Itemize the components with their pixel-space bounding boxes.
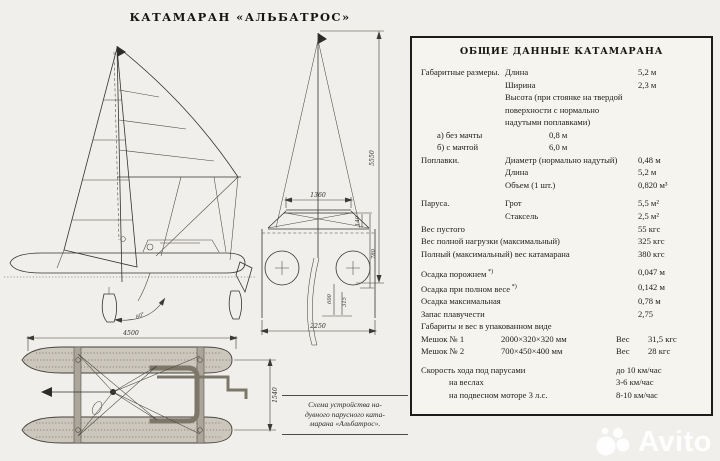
footnote-marker: *) (486, 268, 494, 276)
caption-line: марана «Альбатрос». (309, 419, 381, 429)
spec-table-title: ОБЩИЕ ДАННЫЕ КАТАМАРАНА (459, 46, 664, 57)
row-label: Скорость хода под парусами (421, 364, 526, 375)
row-value: 0,820 м³ (638, 179, 668, 190)
row-value: 380 кгс (638, 248, 665, 259)
row-value: 0,047 м (638, 267, 665, 278)
table-row (421, 320, 702, 333)
row-label: Поплавки. (421, 154, 460, 165)
spec-table (410, 36, 713, 416)
dim-600: 600 (327, 294, 333, 304)
table-rows (421, 66, 702, 401)
dim-780: 780 (371, 249, 377, 259)
table-row (421, 248, 702, 261)
table-row (421, 364, 702, 377)
row-label: Габариты и вес в упакованном виде (421, 321, 552, 332)
row-value: 2,3 м (638, 79, 657, 90)
row-value: 0,78 м (638, 296, 661, 307)
dim-315: 315 (342, 297, 348, 307)
row-label (421, 79, 505, 92)
front-view-drawing (262, 31, 384, 345)
row-value (638, 91, 702, 129)
row-label: Вес пустого (421, 223, 465, 234)
table-row (421, 333, 702, 346)
row-label (421, 179, 505, 192)
row-value (638, 320, 702, 333)
avito-logo-icon (596, 425, 634, 459)
dim-hull-length: 4500 (123, 330, 139, 337)
row-label (421, 91, 505, 129)
row-weight-label: Вес (616, 346, 630, 357)
table-row (421, 129, 702, 142)
table-row (421, 154, 702, 167)
dim-rudder-angle: 80° (135, 311, 147, 321)
table-row (421, 308, 702, 321)
rudder-blade (102, 294, 116, 322)
table-row (421, 210, 702, 223)
row-label: Габаритные размеры. (421, 67, 500, 77)
footnote-marker: *) (510, 282, 517, 290)
row-label: Вес полной нагрузки (максимальный) (421, 236, 560, 247)
row-sublabel: Стаксель (505, 211, 539, 222)
watermark (596, 425, 712, 459)
row-label (421, 210, 505, 223)
table-row (421, 376, 702, 389)
row-sublabel: Высота (при стоянке на твердой поверхности с нормально надутыми поплавками) (505, 92, 623, 128)
row-label: Осадка максимальная (421, 296, 501, 307)
row-sublabel: Длина (505, 67, 529, 77)
watermark-text: Avito (638, 425, 712, 458)
dim-hull-spacing: 1540 (272, 387, 279, 403)
table-row (421, 166, 702, 179)
table-row (421, 266, 702, 280)
caption-line: дувного парусного ката- (305, 409, 385, 419)
row-label: Паруса. (421, 198, 450, 209)
row-value: 28 кгс (648, 346, 671, 357)
row-value: 0,48 м (638, 154, 661, 165)
row-value: 3-6 км/час (616, 377, 654, 388)
row-value: 2,5 м² (638, 211, 659, 222)
row-sublabel: Длина (505, 167, 529, 178)
row-sublabel: Ширина (505, 79, 536, 90)
masthead-pennant-front (318, 33, 327, 44)
row-weight-label: Вес (616, 333, 630, 344)
row-dims: 2000×320×320 мм (501, 333, 567, 344)
row-value: 2,75 (638, 308, 654, 319)
table-row (421, 66, 702, 79)
table-row (421, 79, 702, 92)
row-value: 0,142 м (638, 281, 665, 292)
row-value: 8-10 км/час (616, 389, 658, 400)
table-row (421, 295, 702, 308)
table-row (421, 281, 702, 295)
row-value: 5,2 м (638, 67, 657, 77)
side-view-drawing (4, 46, 256, 301)
row-sublabel: Грот (505, 198, 522, 209)
row-value: 55 кгс (638, 223, 661, 234)
row-sublabel: Объем (1 шт.) (505, 179, 556, 190)
top-view-drawing (22, 287, 279, 443)
row-label: Мешок № 2 (421, 346, 465, 357)
table-row (421, 141, 702, 154)
row-label: Осадка при полном весе *) (421, 282, 517, 294)
dim-mast-height: 5550 (369, 150, 376, 166)
row-value: 0,8 м (549, 129, 568, 140)
row-value: до 10 км/час (616, 364, 662, 375)
dim-beam-top: 1360 (310, 192, 326, 199)
table-row (421, 235, 702, 248)
row-value: 5,5 м² (638, 198, 659, 209)
caption-line: Схема устройства на- (308, 400, 382, 409)
table-row (421, 91, 702, 129)
row-sublabel: Диаметр (нормально надутый) (505, 154, 618, 165)
table-row (421, 345, 702, 358)
row-value: 325 кгс (638, 236, 665, 247)
bow-arrow (41, 387, 52, 397)
row-label (421, 166, 505, 179)
dim-beam-overall: 2250 (310, 323, 326, 330)
table-row (421, 179, 702, 192)
row-label: на подвесном моторе 3 л.с. (449, 389, 548, 400)
row-label: Полный (максимальный) вес катамарана (421, 248, 570, 259)
row-label: на веслах (449, 377, 484, 388)
figure-caption (282, 395, 408, 435)
dim-140: 140 (355, 216, 361, 226)
row-dims: 700×450×400 мм (501, 346, 563, 357)
masthead-pennant (117, 46, 126, 57)
table-row (421, 223, 702, 236)
row-label: б) с мачтой (437, 142, 479, 153)
row-value: 5,2 м (638, 167, 657, 178)
table-row (421, 389, 702, 402)
row-label: Осадка порожнем *) (421, 268, 494, 280)
page-title: КАТАМАРАН «АЛЬБАТРОС» (129, 10, 351, 24)
table-row (421, 197, 702, 210)
row-label: Мешок № 1 (421, 333, 465, 344)
row-value: 31,5 кгс (648, 333, 677, 344)
row-value: 6,0 м (549, 142, 568, 153)
row-label: Запас плавучести (421, 308, 485, 319)
row-label: а) без мачты (437, 129, 483, 140)
